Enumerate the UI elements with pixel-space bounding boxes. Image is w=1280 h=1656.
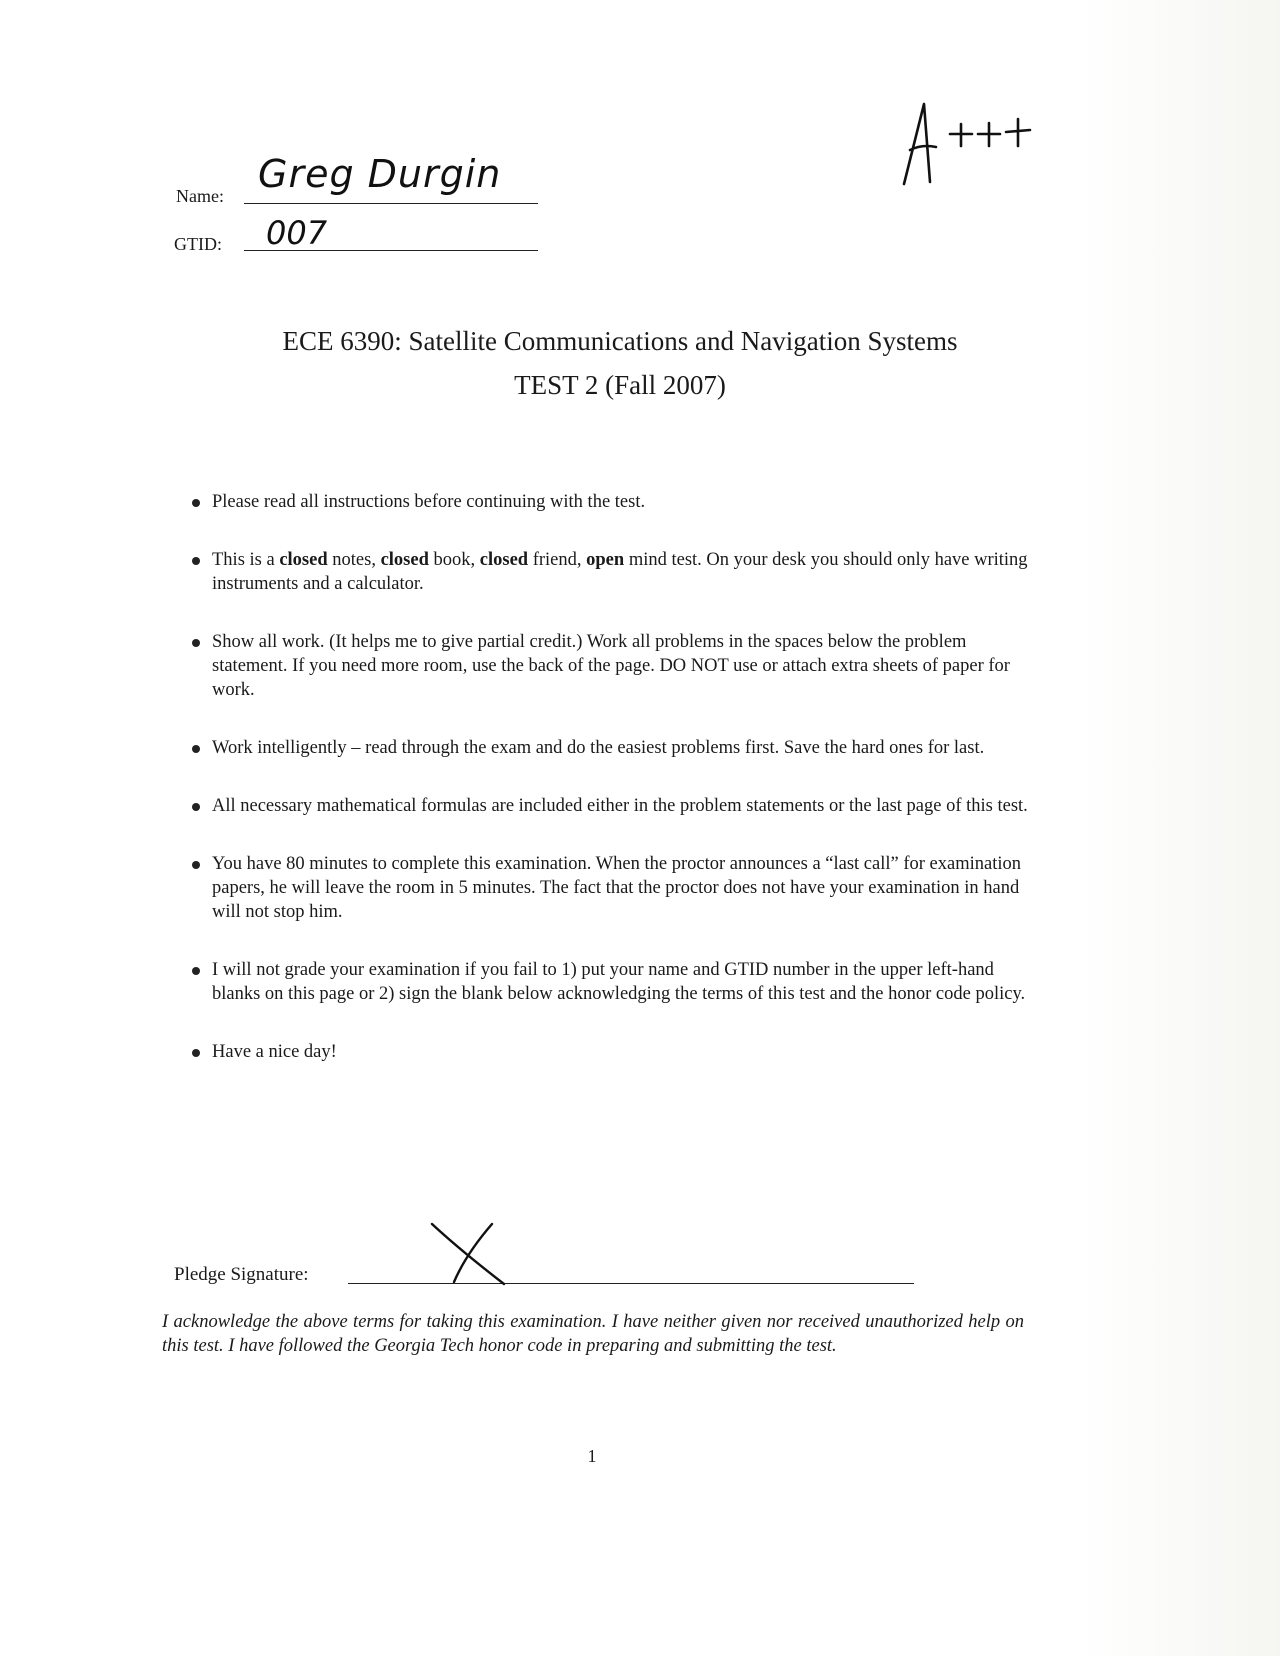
instruction-text: Work intelligently – read through the exam and do the easiest problems first. Save the hard ones for last. bbox=[212, 738, 985, 758]
bullet-dot-icon bbox=[192, 745, 200, 753]
instructions-list bbox=[188, 490, 1028, 1064]
instruction-text: friend, bbox=[528, 550, 587, 570]
instruction-bold-text: open bbox=[586, 550, 625, 570]
instruction-item bbox=[188, 548, 1028, 596]
instruction-bold-text: closed bbox=[380, 550, 429, 570]
page-number: 1 bbox=[587, 1446, 597, 1466]
instruction-text: Show all work. (It helps me to give partial credit.) Work all problems in the spaces below the problem statement. If you need more room, use the back of the page. DO NOT use or attach extra sheets of paper for work. bbox=[212, 632, 1010, 700]
instruction-text: You have 80 minutes to complete this examination. When the proctor announces a “last call” for examination papers, he will leave the room in 5 minutes. The fact that the proctor does not have your examination in hand will not stop him. bbox=[212, 854, 1021, 922]
instruction-item bbox=[188, 736, 1028, 760]
instruction-item bbox=[188, 1040, 1028, 1064]
instruction-text: This is a bbox=[212, 550, 280, 570]
bullet-dot-icon bbox=[192, 967, 200, 975]
course-title: ECE 6390: Satellite Communications and Navigation Systems bbox=[282, 326, 958, 356]
bullet-dot-icon bbox=[192, 499, 200, 507]
gtid-handwritten: 007 bbox=[266, 214, 328, 252]
instruction-text: Please read all instructions before continuing with the test. bbox=[212, 492, 646, 512]
instruction-item bbox=[188, 794, 1028, 818]
honor-code-acknowledgement: I acknowledge the above terms for taking this examination. I have neither given nor received unauthorized help on this test. I have followed the Georgia Tech honor code in preparing and submitting the test. bbox=[162, 1312, 1024, 1356]
instruction-text: book, bbox=[428, 550, 480, 570]
pledge-signature-mark bbox=[424, 1216, 524, 1288]
instruction-text: All necessary mathematical formulas are included either in the problem statements or the last page of this test. bbox=[212, 796, 1028, 816]
instruction-item bbox=[188, 630, 1028, 702]
instruction-text: Have a nice day! bbox=[212, 1042, 337, 1062]
bullet-dot-icon bbox=[192, 861, 200, 869]
name-line bbox=[244, 203, 538, 204]
instruction-text: notes, bbox=[327, 550, 381, 570]
gtid-label: GTID: bbox=[174, 234, 222, 254]
name-label: Name: bbox=[176, 186, 224, 206]
instruction-text: mind test. On your desk you should only have writing instruments and a calculator. bbox=[212, 550, 1028, 594]
grade-handwritten bbox=[890, 100, 1070, 190]
instruction-bold-text: closed bbox=[279, 550, 328, 570]
bullet-dot-icon bbox=[192, 1049, 200, 1057]
scan-edge-shadow bbox=[1080, 0, 1280, 1656]
bullet-dot-icon bbox=[192, 639, 200, 647]
test-title: TEST 2 (Fall 2007) bbox=[514, 370, 726, 400]
instruction-text: I will not grade your examination if you fail to 1) put your name and GTID number in the upper left-hand blanks on this page or 2) sign the blank below acknowledging the terms of this test and the honor code policy. bbox=[212, 960, 1026, 1004]
instruction-item bbox=[188, 958, 1028, 1006]
instruction-item bbox=[188, 490, 1028, 514]
pledge-label: Pledge Signature: bbox=[174, 1264, 309, 1285]
name-handwritten: Greg Durgin bbox=[258, 152, 502, 196]
bullet-dot-icon bbox=[192, 557, 200, 565]
instruction-item bbox=[188, 852, 1028, 924]
bullet-dot-icon bbox=[192, 803, 200, 811]
instruction-bold-text: closed bbox=[479, 550, 529, 570]
